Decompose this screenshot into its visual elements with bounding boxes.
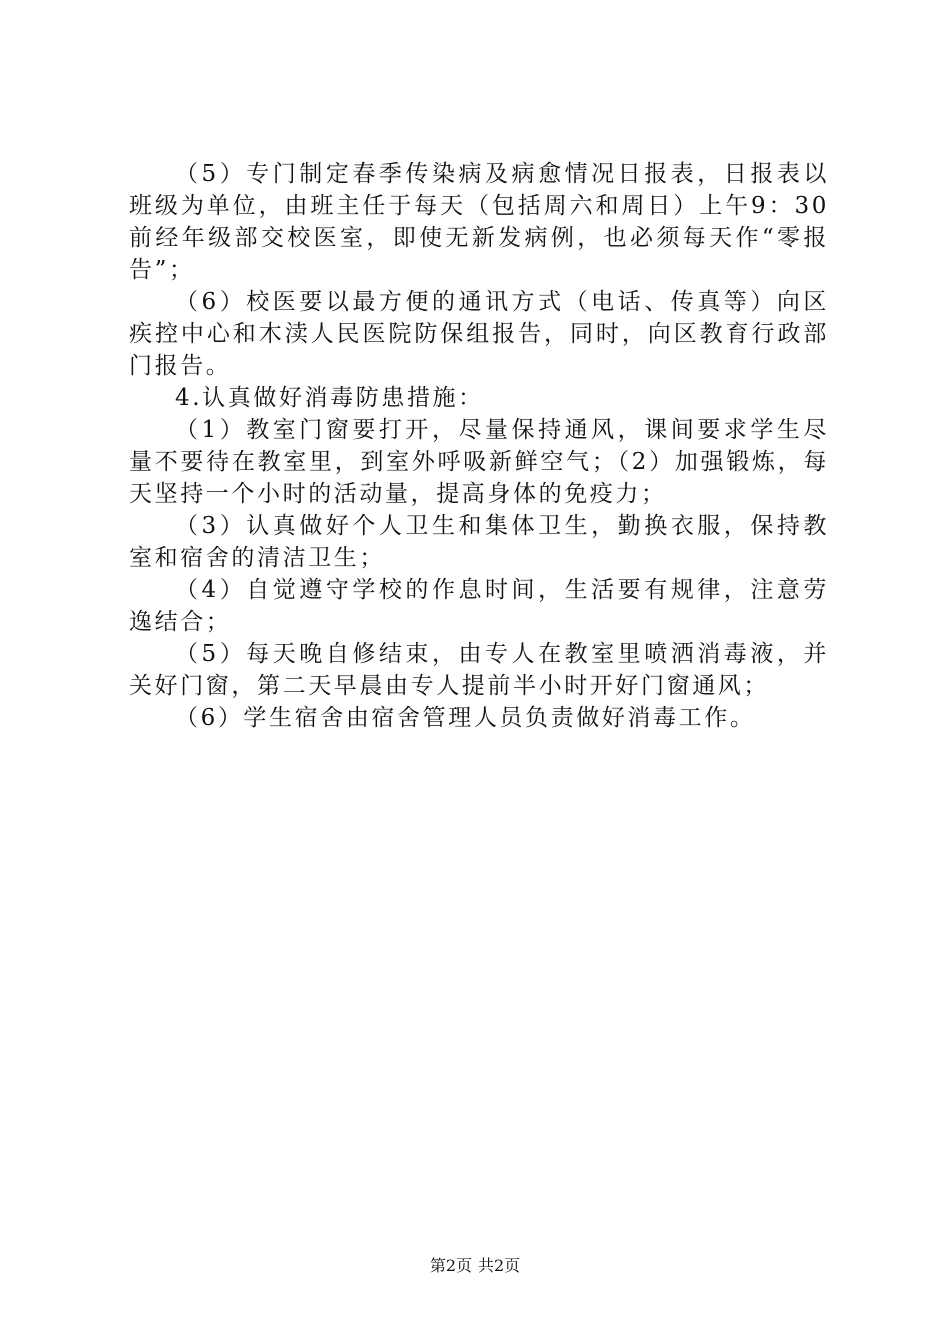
paragraph-schedule: （4）自觉遵守学校的作息时间，生活要有规律，注意劳逸结合； (129, 577, 829, 635)
paragraph-spraying: （5）每天晚自修结束，由专人在教室里喷洒消毒液，并关好门窗，第二天早晨由专人提前半小时开好门窗通风； (129, 641, 829, 699)
paragraph-report-daily: （5）专门制定春季传染病及病愈情况日报表，日报表以班级为单位，由班主任于每天（包括周六和周日）上午9：30前经年级部交校医室，即使无新发病例，也必须每天作“零报告”； (129, 161, 829, 283)
paragraph-hygiene: （3）认真做好个人卫生和集体卫生，勤换衣服，保持教室和宿舍的清洁卫生； (129, 513, 829, 571)
page-footer (0, 1256, 950, 1276)
document-body (129, 158, 829, 734)
section-heading-disinfection: 4.认真做好消毒防患措施： (175, 385, 484, 411)
page-number: 第2页 (429, 1256, 472, 1275)
page-total: 共2页 (478, 1256, 521, 1275)
paragraph-report-channels: （6）校医要以最方便的通讯方式（电话、传真等）向区疾控中心和木渎人民医院防保组报告，同时，向区教育行政部门报告。 (129, 289, 829, 379)
paragraph-ventilation-exercise: （1）教室门窗要打开，尽量保持通风，课间要求学生尽量不要待在教室里，到室外呼吸新鲜空气；（2）加强锻炼，每天坚持一个小时的活动量，提高身体的免疫力； (129, 417, 829, 507)
paragraph-dormitory: （6）学生宿舍由宿舍管理人员负责做好消毒工作。 (175, 705, 756, 731)
